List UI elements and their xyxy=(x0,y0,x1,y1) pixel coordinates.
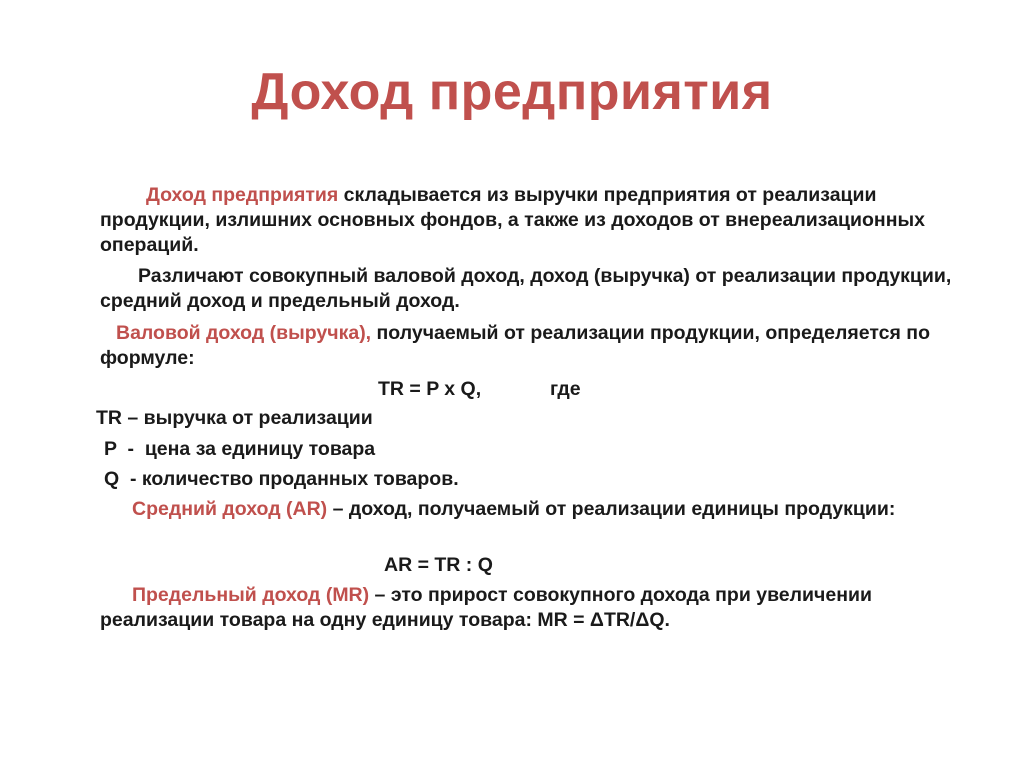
definition-q: Q - количество проданных товаров. xyxy=(104,468,459,490)
income-types-text: Различают совокупный валовой доход, доход (выручка) от реализации продукции, средний доход и предельный доход. xyxy=(100,265,952,312)
term-enterprise-income: Доход предприятия xyxy=(146,184,339,206)
paragraph-average-income xyxy=(100,497,970,522)
paragraph-income-types xyxy=(100,264,970,314)
term-gross-income: Валовой доход (выручка), xyxy=(116,322,372,344)
definition-tr: TR – выручка от реализации xyxy=(96,407,373,429)
enterprise-income-text: складывается из выручки предприятия от реализации продукции, излишних основных фондов, а также из доходов от внереализационных операций. xyxy=(100,184,925,256)
average-income-text: – доход, получаемый от реализации единицы продукции: xyxy=(327,498,896,520)
term-marginal-income: Предельный доход (MR) xyxy=(132,584,370,606)
formula-tr: TR = P x Q, xyxy=(378,378,482,400)
formula-ar: AR = TR : Q xyxy=(384,554,493,576)
formula-where: где xyxy=(550,378,581,400)
paragraph-enterprise-income xyxy=(100,183,970,258)
gross-income-text: получаемый от реализации продукции, определяется по формуле: xyxy=(100,322,930,369)
paragraph-marginal-income xyxy=(100,583,970,633)
slide-title: Доход предприятия xyxy=(251,63,773,121)
term-average-income: Средний доход (AR) xyxy=(132,498,328,520)
paragraph-gross-income xyxy=(100,321,970,371)
marginal-income-text: – это прирост совокупного дохода при увеличении реализации товара на одну единицу товара: MR = ΔTR/ΔQ. xyxy=(100,584,872,631)
definition-p: P - цена за единицу товара xyxy=(104,438,376,460)
